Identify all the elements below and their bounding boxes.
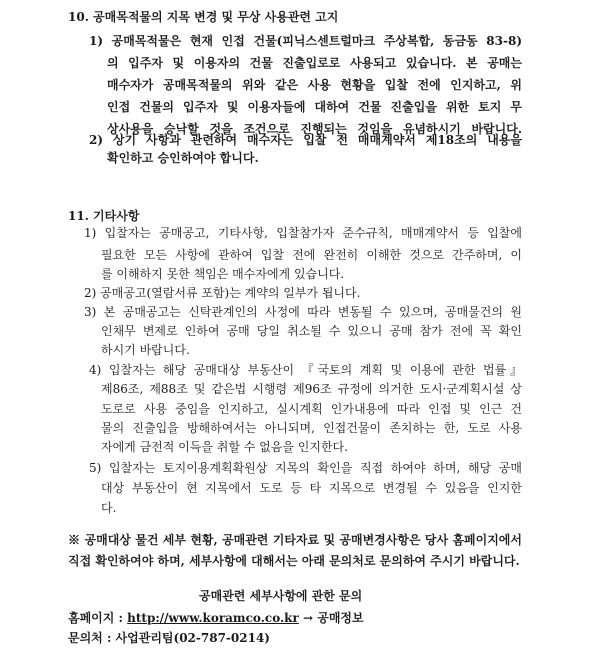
section-10-item-1-line-4: 인접 건물의 입주자 및 이용자들에 대하여 건물 진출입을 위한 토지 무	[107, 100, 522, 114]
section-11-item-4-line-3: 도로로 사용 중임을 인지하고, 실시계획 인가내용에 따라 인접 및 인근 건	[101, 402, 522, 416]
section-11-item-5-line-3: 다.	[101, 501, 117, 515]
section-11-item-5-line-2: 대상 부동산이 현 지목에서 도로 등 타 지목으로 변경될 수 있음을 인지한	[101, 481, 522, 495]
contact-title: 공매관련 세부사항에 관한 문의	[199, 589, 363, 603]
section-11-item-1-line-1: 1) 입찰자는 공매공고, 기타사항, 입찰참가자 준수규칙, 매매계약서 등 입찰에	[84, 226, 522, 240]
section-11-item-4-line-4: 물의 진출입을 방해하여서는 아니되며, 인접건물이 존치하는 한, 도로 사용	[101, 421, 522, 435]
section-10-item-1-line-2: 의 입주자 및 이용자의 건물 진출입로로 사용되고 있습니다. 본 공매는	[107, 56, 522, 70]
section-10-item-1-line-1: 1) 공매목적물은 현재 인접 건물(피닉스센트럴마크 주상복합, 동금동 83-8)	[89, 34, 522, 48]
section-11-item-4-line-5: 자에게 금전적 이득을 취할 수 없음을 인지한다.	[101, 440, 348, 454]
section-10-item-2-line-2: 확인하고 승인하여야 합니다.	[107, 151, 259, 165]
homepage-link[interactable]: http://www.koramco.co.kr	[127, 611, 299, 625]
section-11-item-1-line-2: 필요한 모든 사항에 관하여 입찰 전에 완전히 이해한 것으로 간주하며, 이	[101, 248, 522, 262]
note-line-1: ※ 공매대상 물건 세부 현황, 공매관련 기타자료 및 공매변경사항은 당사 홈페이지에서	[68, 533, 522, 547]
section-10-heading: 10. 공매목적물의 지목 변경 및 무상 사용관련 고지	[68, 10, 339, 24]
section-11-item-4-line-2: 제86조, 제88조 및 같은법 시행령 제96조 규정에 의거한 도시·군계획시설 상	[101, 382, 522, 396]
section-11-item-3-line-1: 3) 본 공매공고는 신탁관계인의 사정에 따라 변동될 수 있으며, 공매물건의 원	[84, 305, 522, 319]
section-10-item-1-line-5: 상사용을 승낙할 것을 조건으로 진행되는 것임을 유념하시기 바랍니다.	[107, 122, 522, 136]
section-11-item-3-line-2: 인채무 변제로 인하여 공매 당일 취소될 수 있으니 공매 참가 전에 꼭 확인	[101, 324, 522, 338]
contact-homepage-row	[68, 610, 364, 626]
section-10-item-1-line-3: 매수자가 공매목적물의 위와 같은 사용 현황을 입찰 전에 인지하고, 위	[107, 78, 522, 92]
section-11-item-3-line-3: 하시기 바랍니다.	[101, 343, 190, 357]
homepage-label: 홈페이지 :	[68, 611, 128, 625]
note-line-2: 직접 확인하여야 하며, 세부사항에 대해서는 아래 문의처로 문의하여 주시기 바랍니다.	[68, 554, 520, 568]
section-11-heading: 11. 기타사항	[68, 209, 140, 223]
section-10-item-2-line-1: 2) 상기 사항과 관련하여 매수자는 입찰 전 매매계약서 제18조의 내용을	[89, 133, 522, 147]
section-11-item-2-line-1: 2) 공매공고(열람서류 포함)는 계약의 일부가 됩니다.	[84, 286, 361, 300]
section-11-item-5-line-1: 5) 입찰자는 토지이용계획확원상 지목의 확인을 직접 하여야 하며, 해당 공매	[89, 461, 522, 475]
section-11-item-4-line-1: 4) 입찰자는 해당 공매대상 부동산이 『국토의 계획 및 이용에 관한 법률』	[89, 363, 522, 377]
contact-inquiry: 문의처 : 사업관리팀(02-787-0214)	[68, 631, 270, 645]
section-11-item-1-line-3: 를 이해하지 못한 책임은 매수자에게 있습니다.	[101, 267, 345, 281]
homepage-suffix: → 공매정보	[298, 611, 364, 625]
